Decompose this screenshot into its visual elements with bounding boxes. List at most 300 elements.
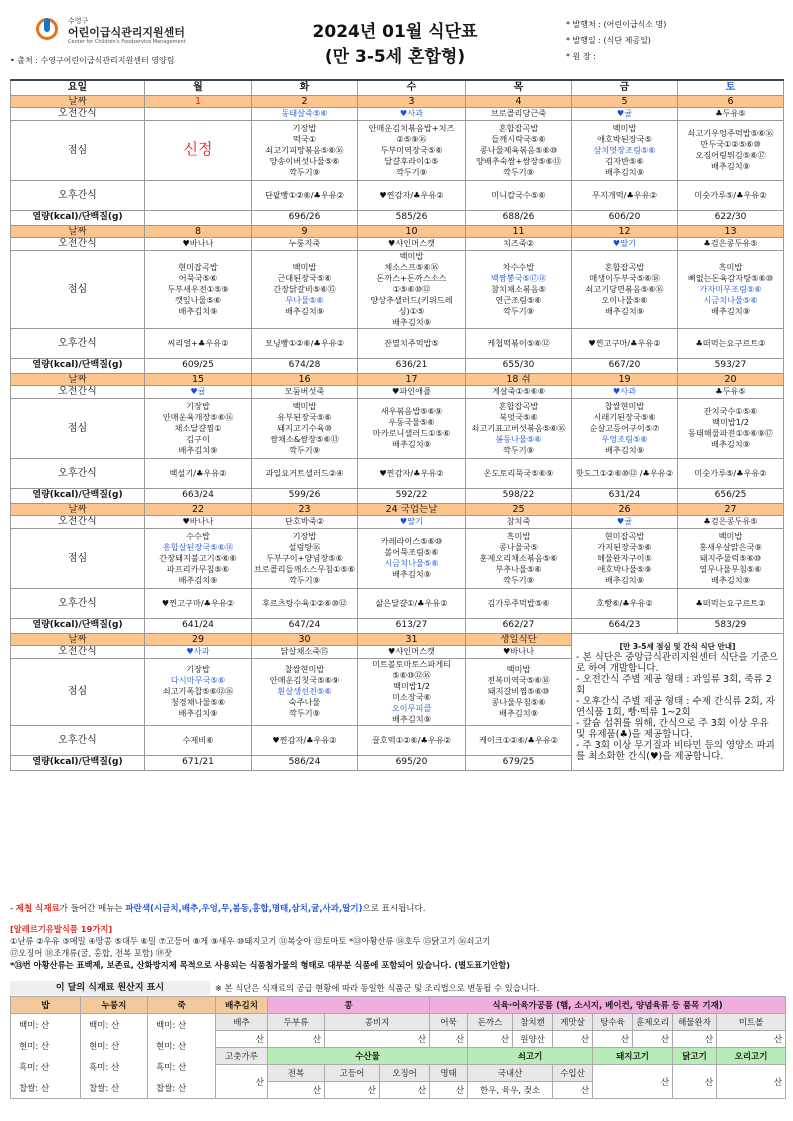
date-cell: 22 (145, 503, 252, 515)
kcal-label: 열량(kcal)/단백질(g) (11, 358, 145, 373)
lunch-item: 기장밥 (292, 122, 317, 133)
origin-meatball: 미트볼 (717, 1014, 786, 1031)
lunch-item: 백미밥 (506, 664, 531, 674)
date-row (11, 95, 784, 107)
lunch-item: 깍두기⑨ (502, 574, 535, 585)
lunch-item: 열무나물무침⑤⑥ (699, 563, 762, 574)
date-cell: 16 (252, 373, 358, 385)
notes-line: - 본 식단은 중앙급식관리지원센터 식단을 기준으로 하여 개발합니다. (576, 652, 779, 674)
page-subtitle: (만 3-5세 혼합형) (324, 47, 466, 67)
origin-ball-value: 산 (673, 1031, 717, 1048)
lunch-item: 흑미밥 (718, 261, 743, 272)
kcal-cell: 622/30 (678, 210, 784, 225)
pm-snack-cell: 호빵⑥/♣우유② (572, 588, 678, 618)
kcal-cell: 695/20 (358, 755, 466, 770)
date-cell: 5 (572, 95, 678, 107)
lunch-item: 혼합잡곡밥 (498, 122, 539, 133)
pm-snack-cell: 미숫가루⑤/♣우유② (678, 458, 784, 488)
date-cell: 23 (252, 503, 358, 515)
origin-nurungji-head: 누룽지 (81, 997, 148, 1014)
lunch-cell (145, 250, 252, 328)
origin-rice-head: 밥 (11, 997, 81, 1014)
lunch-item: 깍두기⑨ (395, 166, 428, 177)
date-cell: 24 국업는날 (358, 503, 466, 515)
lunch-cell (572, 250, 678, 328)
am-snack-cell: 동태살죽⑤⑥ (252, 107, 358, 120)
pm-snack-cell: 꿀호떡①②⑥/♣우유② (358, 725, 466, 755)
lunch-item: 잔치국수①⑤⑥ (703, 406, 758, 416)
pm-snack-label: 오후간식 (11, 458, 145, 488)
lunch-item: 돈까스+돈까스소스①⑤⑥⑩⑫ (376, 272, 447, 294)
am-snack-cell: ♥샤인머스캣 (358, 645, 466, 658)
lunch-label: 점심 (11, 398, 145, 458)
pm-snack-cell: ♣떠먹는요구르트② (678, 328, 784, 358)
am-snack-cell: 누룽지죽 (252, 237, 358, 250)
lunch-cell (572, 398, 678, 458)
kcal-cell: 592/22 (358, 488, 466, 503)
am-snack-cell: ♥사과 (572, 385, 678, 398)
lunch-item: 백짬뽕국⑤⑰⑱ (490, 272, 547, 283)
lunch-item: 깍두기⑨ (502, 305, 535, 316)
lunch-item: 오이나물⑤⑥ (601, 294, 648, 305)
date-label: 날짜 (11, 503, 145, 515)
kcal-cell: 606/20 (572, 210, 678, 225)
origin-seafood-head: 수산물 (268, 1048, 468, 1065)
am-snack-cell: ♥바나나 (145, 237, 252, 250)
kcal-cell: 598/22 (466, 488, 572, 503)
lunch-item: 깍두기⑨ (502, 444, 535, 455)
date-cell: 9 (252, 225, 358, 237)
lunch-cell (358, 528, 466, 588)
lunch-item: 양상추샐러드(키위드레싱)①⑤ (370, 294, 453, 316)
pm-snack-cell (145, 180, 252, 210)
pm-snack-cell: 후르츠탕수육①②⑥⑩⑫ (252, 588, 358, 618)
origin-title: 이 달의 식재료 원산지 표시 (10, 981, 210, 995)
pm-snack-cell: 단팥빵①②⑥/♣우유② (252, 180, 358, 210)
kcal-cell: 671/21 (145, 755, 252, 770)
lunch-item: 청경채나물⑤⑥ (170, 697, 226, 707)
origin-duck-head: 오리고기 (717, 1048, 786, 1065)
lunch-item: 배추김치⑨ (392, 316, 431, 327)
am-snack-cell (145, 107, 252, 120)
lunch-row (11, 398, 784, 458)
lunch-item: 배추김치⑨ (392, 439, 431, 449)
lunch-item: 들깨시락국⑤⑥ (491, 133, 546, 144)
menu-table (10, 79, 784, 771)
lunch-item: 유부된장국⑤⑥ (277, 411, 332, 422)
origin-gochugaru-value: 산 (216, 1065, 268, 1099)
am-snack-cell: ♥바나나 (466, 645, 572, 658)
lunch-item: 만두국①②⑤⑥⑩ (700, 139, 761, 149)
date-cell: 3 (358, 95, 466, 107)
lunch-item: 전복미역국⑤⑥⑱ (487, 675, 550, 685)
lunch-item: 볼어묵조림⑤⑥ (384, 547, 439, 557)
date-cell: 6 (678, 95, 784, 107)
lunch-item: 수수밥 (186, 530, 210, 541)
date-label: 날짜 (11, 95, 145, 107)
pm-snack-cell: ♣떠먹는요구르트② (678, 588, 784, 618)
lunch-row (11, 120, 784, 180)
pm-snack-row (11, 458, 784, 488)
lunch-item: 배추김치⑨ (178, 305, 218, 316)
lunch-item: 깍두기⑨ (288, 708, 321, 718)
kcal-cell: 613/27 (358, 618, 466, 633)
lunch-item: 간장돼지불고기⑤⑥⑥ (159, 552, 237, 563)
pm-snack-cell: 케이크①②⑥/♣우유② (466, 725, 572, 755)
lunch-item: 깍두기⑨ (288, 574, 321, 585)
am-snack-row (11, 107, 784, 120)
date-cell: 26 (572, 503, 678, 515)
lunch-item: 동태해물파전①⑤⑥⑨⑰ (687, 428, 773, 438)
lunch-item: 파프리카무침⑤⑥ (166, 563, 230, 574)
lunch-cell (145, 658, 252, 725)
lunch-item: 현미잡곡밥 (178, 261, 218, 272)
notes-box (572, 633, 784, 770)
holiday-text: 신정 (183, 139, 213, 158)
lunch-item: 백미밥 (292, 400, 317, 411)
origin-mackerel-value: 산 (325, 1082, 380, 1099)
allergy-section (10, 923, 785, 971)
lunch-item: 깍두기⑨ (288, 166, 321, 177)
origin-nurungji-cell: 백미: 산 현미: 산 흑미: 산 찹쌀: 산 (81, 1014, 148, 1099)
origin-bean-head: 콩 (268, 997, 430, 1014)
date-cell: 생일식단 (466, 633, 572, 645)
logo-org-name: 어린이급식관리지원센터 (68, 26, 185, 39)
lunch-item: 부추나물⑤⑥ (495, 563, 542, 574)
kcal-cell: 667/20 (572, 358, 678, 373)
lunch-item: 기장밥 (292, 530, 317, 541)
lunch-item: 배추김치⑨ (711, 161, 750, 171)
date-cell: 4 (466, 95, 572, 107)
lunch-item: 시금치나물⑤⑥ (703, 294, 758, 305)
pm-snack-cell: 핫도그①②⑥⑩⑫ /♣우유② (572, 458, 678, 488)
kcal-row (11, 210, 784, 225)
origin-fishcake: 어묵 (430, 1014, 468, 1031)
origin-duck-meat-value: 산 (717, 1065, 786, 1099)
lunch-item: 떡국① (292, 133, 317, 144)
kcal-cell: 647/24 (252, 618, 358, 633)
lunch-item: 홍새우살맑은국⑨ (699, 541, 762, 552)
kcal-cell: 662/27 (466, 618, 572, 633)
origin-tofu-value: 산 (268, 1031, 325, 1048)
lunch-item: 기장밥 (186, 664, 210, 674)
lunch-item: 흰살생선전⑤⑥ (277, 686, 332, 696)
lunch-item: 체소스프⑤⑥⑯ (384, 261, 439, 272)
allergy-list-1: ①난류 ②우유 ③메밀 ④땅콩 ⑤대두 ⑥밀 ⑦고등어 ⑧게 ⑨새우 ⑩돼지고기 ⑪복숭아 ⑫토마토 *⑬아황산류 ⑭호두 ⑮닭고기 ⑯쇠고기 (10, 936, 491, 946)
lunch-cell (252, 120, 358, 180)
lunch-item: 돼지주물럭⑤⑥⑩ (699, 552, 762, 563)
kcal-cell: 599/26 (252, 488, 358, 503)
origin-squid-value: 산 (380, 1082, 430, 1099)
origin-beef-import: 수입산 (553, 1065, 593, 1082)
origin-gochugaru: 고춧가루 (216, 1048, 268, 1065)
lunch-item: 배추김치⑨ (178, 574, 218, 585)
lunch-item: 깍두기⑨ (502, 166, 535, 177)
day-header-3: 목 (466, 80, 572, 95)
pm-snack-cell: 미숫가루⑤/♣우유② (678, 180, 784, 210)
lunch-item: 돼지갈비찜⑤⑥⑩ (487, 686, 550, 696)
lunch-item: 순살고등어구이⑤⑦ (589, 422, 660, 433)
am-snack-cell: ♥귤 (572, 515, 678, 528)
kcal-cell: 663/24 (145, 488, 252, 503)
pm-snack-cell: 씨리얼+♣우유② (145, 328, 252, 358)
lunch-item: 매생이두부국⑤⑥⑱ (589, 272, 660, 283)
kcal-row (11, 358, 784, 373)
lunch-item: 안매운육개장⑤⑥⑯ (162, 411, 234, 422)
kcal-cell: 679/25 (466, 755, 572, 770)
am-snack-cell: ♥사과 (145, 645, 252, 658)
lunch-item: 배추김치⑨ (392, 569, 431, 579)
kcal-label: 열량(kcal)/단백질(g) (11, 755, 145, 770)
lunch-item: 달걀후라이①⑤ (384, 155, 439, 166)
date-cell: 30 (252, 633, 358, 645)
pm-snack-cell: 온도토리묵국⑤⑥⑨ (466, 458, 572, 488)
origin-kimchi-value: 산 (216, 1031, 268, 1048)
origin-abalone: 전복 (268, 1065, 325, 1082)
lunch-label: 점심 (11, 528, 145, 588)
pm-snack-cell: 백설기/♣우유② (145, 458, 252, 488)
am-snack-cell: 게살죽①⑤⑥⑧ (466, 385, 572, 398)
pm-snack-cell: 삶은달걀①/♣우유② (358, 588, 466, 618)
am-snack-label: 오전간식 (11, 645, 145, 658)
lunch-item: ⑤⑥⑩⑫⑯ (392, 669, 431, 680)
lunch-cell (145, 120, 252, 180)
origin-juk-head: 죽 (148, 997, 216, 1014)
am-snack-cell: 브로콜리당근죽 (466, 107, 572, 120)
lunch-item: 혼합잡곡밥 (498, 400, 539, 411)
am-snack-cell: 단호박죽② (252, 515, 358, 528)
lunch-item: 쇠고기폭찹⑤⑥⑫⑯ (162, 686, 234, 696)
lunch-item: 찹쌀현미밥 (604, 400, 645, 411)
kcal-row (11, 488, 784, 503)
meta-director: * 원 장 : (566, 52, 596, 61)
lunch-item: 배추김치⑨ (605, 574, 644, 585)
lunch-item: 훈제오리채소볶음⑤⑥ (479, 552, 558, 563)
am-snack-label: 오전간식 (11, 237, 145, 250)
origin-fishcake-value: 산 (430, 1031, 468, 1048)
seasonal-tail: 으로 표시됩니다. (362, 904, 426, 914)
lunch-item: 근대된장국⑤⑥ (277, 272, 332, 283)
am-snack-cell: 치즈죽② (466, 237, 572, 250)
am-snack-cell: ♥사과 (358, 107, 466, 120)
logo-english: Center for Children's Foodservice Management (68, 39, 186, 45)
lunch-item: 채소달걀찜① (174, 422, 222, 433)
kcal-cell: 586/24 (252, 755, 358, 770)
date-cell: 2 (252, 95, 358, 107)
origin-squid: 오징어 (380, 1065, 430, 1082)
lunch-item: 쇠고기우엉주먹밥⑤⑥⑯ (687, 128, 774, 138)
meta-date: * 발행일 : (식단 제공일) (566, 36, 651, 45)
lunch-row (11, 250, 784, 328)
lunch-item: 가자미무조림⑤⑥ (699, 283, 762, 294)
lunch-cell (572, 120, 678, 180)
lunch-item: 쇠고기표고버섯볶음⑤⑥⑯ (471, 422, 566, 433)
kcal-cell: 656/25 (678, 488, 784, 503)
origin-crabstick: 게맛살 (553, 1014, 593, 1031)
date-cell: 25 (466, 503, 572, 515)
lunch-item: 두부새우전①⑤⑨ (167, 283, 229, 294)
date-row (11, 225, 784, 237)
lunch-item: 다시마무국⑤⑥ (170, 675, 226, 685)
header (0, 0, 793, 75)
date-cell: 19 (572, 373, 678, 385)
kcal-cell: 636/21 (358, 358, 466, 373)
lunch-item: 배추김치⑨ (605, 305, 644, 316)
lunch-item: 흑미밥 (506, 530, 531, 541)
allergy-title: [알레르기유발식품 19가지] (10, 924, 113, 934)
day-header-4: 금 (572, 80, 678, 95)
lunch-item: 배추김치⑨ (711, 305, 750, 316)
origin-pork-value: 산 (593, 1065, 673, 1099)
lunch-cell (358, 398, 466, 458)
day-header-row (11, 80, 784, 95)
pm-snack-cell: 케첩떡볶이⑤⑥⑫ (466, 328, 572, 358)
origin-meat-head: 식육·어육가공품 (햄, 소시지, 베이컨, 양념육류 등 품목 기재) (430, 997, 786, 1014)
am-snack-row (11, 237, 784, 250)
day-header-2: 수 (358, 80, 466, 95)
lunch-item: 간장닭갈비⑤⑥⑮ (273, 283, 336, 294)
date-cell: 18 쉬 (466, 373, 572, 385)
lunch-item: 백미밥 (718, 530, 743, 541)
origin-meatball-value: 산 (717, 1031, 786, 1048)
day-header-label: 요일 (11, 80, 145, 95)
origin-pork-head: 돼지고기 (593, 1048, 673, 1065)
kcal-cell: 688/26 (466, 210, 572, 225)
date-cell: 31 (358, 633, 466, 645)
lunch-item: 가지된장국⑤⑥ (597, 541, 652, 552)
lunch-cell (358, 120, 466, 180)
origin-duck: 훈제오리 (633, 1014, 673, 1031)
lunch-cell (678, 398, 784, 458)
date-row (11, 633, 784, 645)
lunch-item: 쇠고기피망볶음⑤⑥⑯ (265, 144, 344, 155)
lunch-item: 깻잎나물⑤⑥ (174, 294, 222, 305)
kcal-cell: 585/26 (358, 210, 466, 225)
pm-snack-label: 오후간식 (11, 180, 145, 210)
lunch-item: 콩나물국⑤ (499, 541, 538, 552)
lunch-item: 배추김치⑨ (392, 713, 431, 724)
kcal-cell: 696/26 (252, 210, 358, 225)
lunch-item: 설렁탕⑯ (288, 541, 321, 552)
lunch-item: 마카로니샐러드①⑤⑥ (372, 428, 451, 438)
pm-snack-cell: 미니칼국수⑤⑥ (466, 180, 572, 210)
am-snack-cell: ♣검은콩두유⑤ (678, 515, 784, 528)
date-cell: 15 (145, 373, 252, 385)
lunch-item: 오징어링튀김⑤⑥⑰ (695, 150, 766, 160)
am-snack-cell: ♥딸기 (572, 237, 678, 250)
am-snack-cell: ♥귤 (572, 107, 678, 120)
lunch-item: 콩나물무침⑤⑥ (491, 697, 546, 707)
lunch-cell (252, 398, 358, 458)
pm-snack-cell: 수제비⑥ (145, 725, 252, 755)
pm-snack-cell: ♥찐고구마/♣우유② (145, 588, 252, 618)
am-snack-cell: ♣두유⑤ (678, 107, 784, 120)
kcal-cell: 674/28 (252, 358, 358, 373)
lunch-item: 오이무피클 (391, 702, 432, 713)
origin-abalone-value: 산 (268, 1082, 325, 1099)
am-snack-cell: 참치죽 (466, 515, 572, 528)
lunch-cell (678, 528, 784, 588)
notes-line: - 칼슘 섭취를 위해, 간식으로 주 3회 이상 우유 및 유제품(♣)을 제공합니다. (576, 718, 769, 740)
origin-tuna-value: 원양산 (513, 1031, 553, 1048)
lunch-item: 현미잡곡밥 (604, 530, 645, 541)
pm-snack-cell: 모닝빵①②⑥/♣우유② (252, 328, 358, 358)
date-label: 날짜 (11, 373, 145, 385)
lunch-item: 배추김치⑨ (285, 305, 324, 316)
origin-pollack: 명태 (430, 1065, 468, 1082)
lunch-item: 애호박나물⑤⑨ (597, 563, 652, 574)
lunch-label: 점심 (11, 658, 145, 725)
kcal-cell (145, 210, 252, 225)
lunch-item: 배추김치⑨ (605, 166, 644, 177)
origin-chicken-value: 산 (673, 1065, 717, 1099)
lunch-cell (252, 250, 358, 328)
lunch-item: 시래기된장국⑤⑥ (593, 411, 656, 422)
am-snack-cell: ♥귤 (145, 385, 252, 398)
lunch-item: 백미밥 (612, 122, 637, 133)
pm-snack-cell: ♥찐고구마/♣우유② (572, 328, 678, 358)
notes-line: - 주 3회 이상 무기질과 비타민 등의 영양소 파괴를 최소화한 간식(♥)을 제공합니다. (576, 740, 775, 762)
lunch-cell (252, 528, 358, 588)
lunch-cell (145, 528, 252, 588)
date-cell: 27 (678, 503, 784, 515)
lunch-item: 무나물⑤⑥ (285, 294, 324, 305)
lunch-item: ②⑤⑨⑯ (396, 133, 427, 144)
origin-donkatsu: 돈까스 (468, 1014, 513, 1031)
source-text: • 출처 : 수영구어린이급식관리지원센터 영양팀 (10, 56, 175, 65)
lunch-item: 김구이 (186, 433, 210, 444)
origin-kimchi-head: 배추김치 (216, 997, 268, 1014)
publisher-meta (566, 17, 666, 65)
meta-publisher: * 발행처 : (어린이급식소 명) (566, 20, 667, 29)
kcal-cell: 655/30 (466, 358, 572, 373)
lunch-item: 찰쌀현미밥 (284, 664, 325, 674)
seasonal-label: 제철 식재료 (15, 904, 60, 914)
pm-snack-label: 오후간식 (11, 588, 145, 618)
pm-snack-row (11, 588, 784, 618)
lunch-item: 배추김치⑨ (178, 444, 218, 455)
date-cell: 1 (145, 95, 252, 107)
date-row (11, 503, 784, 515)
kcal-label: 열량(kcal)/단백질(g) (11, 618, 145, 633)
lunch-row (11, 528, 784, 588)
lunch-cell (678, 250, 784, 328)
lunch-item: 브로콜리들깨소스무침①⑤⑥ (253, 563, 356, 574)
am-snack-cell: 닭살채소죽⑮ (252, 645, 358, 658)
pm-snack-cell: ♥찐감자/♣우유② (252, 725, 358, 755)
origin-tangsuyuk: 탕수육 (593, 1014, 633, 1031)
date-cell: 8 (145, 225, 252, 237)
lunch-item: 백미밥 (292, 261, 317, 272)
date-cell: 11 (466, 225, 572, 237)
lunch-item: 백미밥 (399, 250, 424, 261)
allergy-sulfite-note: *⑬번 아황산류는 표백제, 보존료, 산화방지제 목적으로 사용되는 식품첨가물의 형태로 대부분 식품에 포함되어 있습니다. (별도표기안함) (10, 960, 511, 970)
seasonal-text: 가 들어간 메뉴는 (59, 904, 126, 914)
lunch-item: 배추김치⑨ (499, 708, 538, 718)
lunch-item: 연근조림⑤⑥ (495, 294, 542, 305)
lunch-item: 배추김치⑨ (711, 439, 750, 449)
pm-snack-cell: 무지개떡/♣우유② (572, 180, 678, 210)
lunch-item: 뼈없는돈육감자탕⑤⑥⑩ (687, 272, 774, 283)
lunch-item: 배추김치⑨ (711, 574, 750, 585)
lunch-item: 숙주나물 (288, 697, 321, 707)
lunch-cell (252, 658, 358, 725)
lunch-item: 깍두기⑨ (288, 444, 321, 455)
lunch-item: 차수수밥 (502, 261, 535, 272)
lunch-label: 점심 (11, 250, 145, 328)
lunch-item: 배추김치⑨ (178, 708, 218, 718)
lunch-item: 미트볼토마토스파게티 (371, 658, 452, 669)
